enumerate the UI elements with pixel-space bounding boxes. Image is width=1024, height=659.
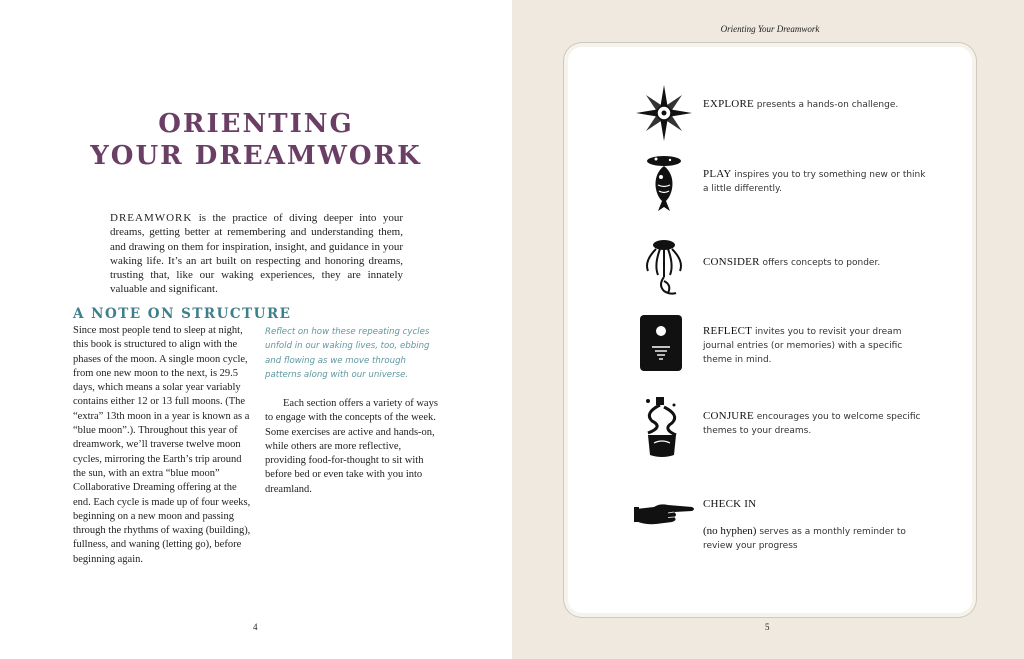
feature-check-in-description-lead: (no hyphen) [703,525,757,537]
feature-reflect-keyword: REFLECT [703,325,753,337]
moon-reflection-icon [634,313,688,373]
compass-star-icon [634,83,694,143]
title-line-1: ORIENTING [158,109,354,139]
potion-bottle-icon [634,395,690,459]
pointing-hand-icon [634,499,696,529]
page-number-right: 5 [765,622,770,632]
section-heading: A NOTE ON STRUCTURE [73,306,292,322]
pull-quote: Reflect on how these repeating cycles unfold in our waking lives, too, ebbing and flowing as we move through patterns along with our universe. [265,327,430,380]
legend-panel [568,47,972,613]
page-title [80,108,432,172]
feature-play-description: inspires you to try something new or think a little differently. [703,170,926,194]
feature-explore-text [703,97,928,112]
feature-consider-text [703,255,928,270]
running-head: Orienting Your Dreamwork [720,24,820,34]
feature-check-in-text [703,497,928,553]
intro-body: is the practice of diving deeper into your dreams, getting better at remembering and understanding them, and drawing on them for inspiration, insight, and guidance in your waking life. It’s an art built on respecting and honoring dreams, trusting that, like our waking experiences, they are innately valuable and significant. [110,212,403,296]
feature-reflect-text [703,324,928,367]
intro-lead: DREAMWORK [110,212,193,224]
feature-reflect-description: invites you to revisit your dream journal entries (or memories) with a specific theme in mind. [703,327,903,365]
fish-lily-pad-icon [634,153,694,215]
feature-explore-keyword: EXPLORE [703,98,754,110]
feature-conjure-description: encourages you to welcome specific themes to your dreams. [703,412,921,436]
daisy-flower-icon [634,237,694,299]
feature-conjure-keyword: CONJURE [703,410,754,422]
feature-explore-description: presents a hands-on challenge. [753,100,899,110]
structure-column-left: Since most people tend to sleep at night, this book is structured to align with the phases of the moon. A single moon cycle, from one new moon to the next, is 29.5 days, which means a solar year variably contains either 12 or 13 full moons. (The “extra” 13th moon in a year is known as a “blue moon”.). Throughout this year of dreamwork, we’ll traverse twelve moon cycles, mirroring the Earth’s trip around the sun, with an extra “blue moon” Collaborative Dreaming offering at the end. Each cycle is made up of four weeks, beginning on a new moon and passing through the rhythms of waxing (building), fullness, and waning (letting go), before beginning again. [73,325,251,565]
page-number-left: 4 [253,622,258,632]
feature-consider-keyword: CONSIDER [703,256,760,268]
intro-paragraph [110,211,403,297]
structure-column-right: Each section offers a variety of ways to engage with the concepts of the week. Some exercises are active and hands-on, while others are more reflective, providing food-for-thought to sit with before bed or even take with you into dreamland. [265,398,438,495]
feature-consider-description: offers concepts to ponder. [759,258,881,268]
feature-check-in-description: serves as a monthly reminder to review your progress [703,527,906,551]
feature-check-in-keyword: CHECK IN [703,498,757,510]
feature-conjure-text [703,409,928,438]
feature-play-text [703,167,928,196]
feature-play-keyword: PLAY [703,168,732,180]
feature-check-in-description-block [703,524,928,553]
title-line-2: YOUR DREAMWORK [90,141,422,171]
